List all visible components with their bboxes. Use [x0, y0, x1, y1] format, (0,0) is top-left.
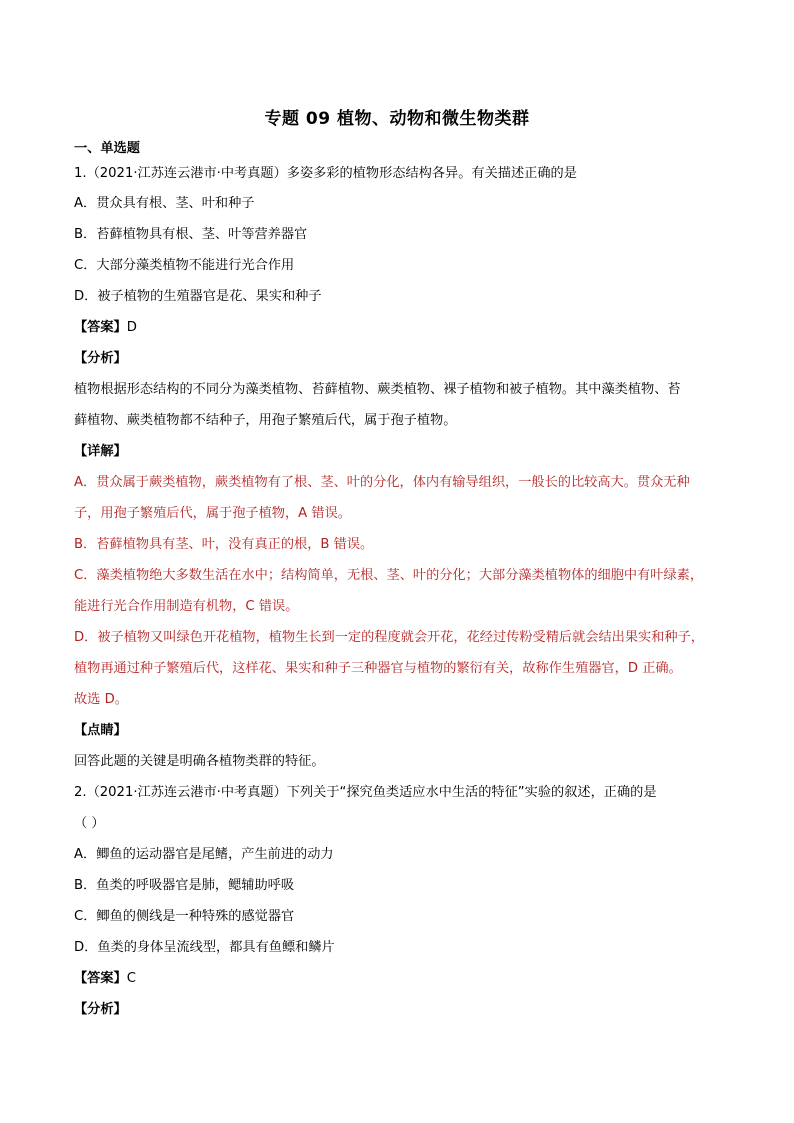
answer-value: C	[126, 971, 136, 986]
tip-tag: 【点睛】	[74, 723, 127, 738]
detail-line: B．苔藓植物具有茎、叶，没有真正的根，B 错误。	[74, 537, 374, 552]
analysis-line: 藓植物、蕨类植物都不结种子，用孢子繁殖后代，属于孢子植物。	[74, 413, 457, 428]
question-1-option-c: C．大部分藻类植物不能进行光合作用	[74, 258, 295, 273]
detail-line: 能进行光合作用制造有机物，C 错误。	[74, 599, 299, 614]
detail-line: A．贯众属于蕨类植物，蕨类植物有了根、茎、叶的分化，体内有输导组织，一般长的比较高大。贯众无种	[74, 475, 690, 490]
question-2-answer	[74, 970, 724, 988]
section-heading: 一、单选题	[74, 141, 140, 156]
question-1-option-d: D．被子植物的生殖器官是花、果实和种子	[74, 289, 322, 304]
page-title: 专题 09 植物、动物和微生物类群	[264, 109, 530, 129]
answer-value: D	[126, 320, 137, 335]
answer-tag: 【答案】	[74, 971, 127, 986]
question-2-stem: 2.（2021·江苏连云港市·中考真题）下列关于“探究鱼类适应水中生活的特征”实验的叙述，正确的是	[74, 785, 657, 800]
question-1-answer	[74, 319, 724, 337]
detail-line: 故选 D。	[74, 692, 128, 707]
question-1-stem: 1.（2021·江苏连云港市·中考真题）多姿多彩的植物形态结构各异。有关描述正确的是	[74, 166, 577, 181]
question-2-option-d: D．鱼类的身体呈流线型，都具有鱼鳔和鳞片	[74, 940, 335, 955]
question-1-option-b: B．苔藓植物具有根、茎、叶等营养器官	[74, 227, 308, 242]
detail-line: 植物再通过种子繁殖后代，这样花、果实和种子三种器官与植物的繁衍有关，故称作生殖器官，D 正确。	[74, 661, 682, 676]
detail-line: C．藻类植物绝大多数生活在水中；结构简单，无根、茎、叶的分化；大部分藻类植物体的细胞中有叶绿素，	[74, 568, 704, 583]
tip-text: 回答此题的关键是明确各植物类群的特征。	[74, 754, 325, 769]
question-2-option-c: C．鲫鱼的侧线是一种特殊的感觉器官	[74, 909, 295, 924]
analysis-line: 植物根据形态结构的不同分为藻类植物、苔藓植物、蕨类植物、裸子植物和被子植物。其中藻类植物、苔	[74, 382, 681, 397]
question-2-option-b: B．鱼类的呼吸器官是肺，鳃辅助呼吸	[74, 878, 295, 893]
analysis-tag: 【分析】	[74, 1002, 127, 1017]
question-2-option-a: A．鲫鱼的运动器官是尾鳍，产生前进的动力	[74, 847, 334, 862]
analysis-tag: 【分析】	[74, 351, 127, 366]
question-1-option-a: A．贯众具有根、茎、叶和种子	[74, 196, 255, 211]
question-2-bracket: （ ）	[74, 816, 105, 831]
answer-tag: 【答案】	[74, 320, 127, 335]
detail-line: D．被子植物又叫绿色开花植物，植物生长到一定的程度就会开花，花经过传粉受精后就会结出果实和种子，	[74, 630, 704, 645]
detail-line: 子，用孢子繁殖后代，属于孢子植物，A 错误。	[74, 506, 351, 521]
detail-tag: 【详解】	[74, 444, 127, 459]
